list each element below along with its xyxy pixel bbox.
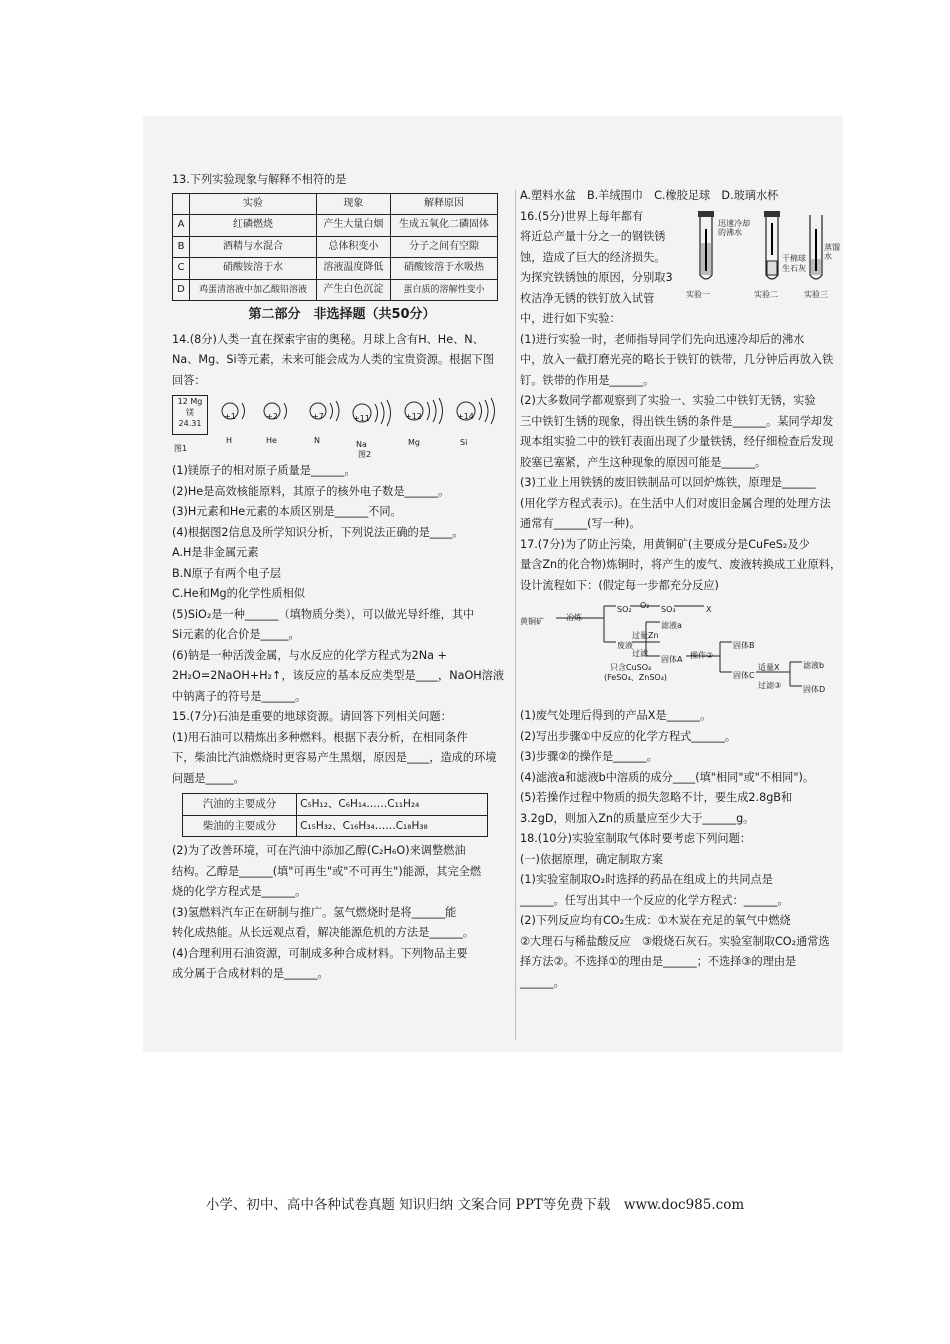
- q13-header-cell: 解释原因: [390, 193, 497, 215]
- q16-line: 现本组实验二中的铁钉表面出现了少量铁锈，经仔细检查后发现: [520, 435, 834, 448]
- q16-line: (1)进行实验一时，老师指导同学们先向迅速冷却后的沸水: [520, 332, 805, 346]
- q15-line: (1)用石油可以精炼出多种燃料。根据下表分析，在相同条件: [172, 730, 468, 744]
- q17-line: (4)滤液a和滤液b中溶质的成分____(填"相同"或"不相同")。: [520, 770, 815, 784]
- table-row: [183, 794, 488, 816]
- q14-line: (6)钠是一种活泼金属，与水反应的化学方程式为2Na +: [172, 648, 447, 662]
- table-row: [173, 279, 498, 301]
- table-cell: 汽油的主要成分: [183, 794, 297, 816]
- flow-note: (FeSO₄、ZnSO₄): [604, 673, 668, 682]
- q14-line: A.H是非金属元素: [172, 546, 259, 559]
- q16-line: 将近总产量十分之一的钢铁锈: [520, 230, 666, 243]
- experiment-label: 实验三: [804, 289, 828, 299]
- q15-line: 结构。乙醇是______(填"可再生"或"不可再生")能源，其完全燃: [172, 864, 482, 878]
- figure-2-label: 图2: [358, 450, 372, 459]
- q17-line: (2)写出步骤①中反应的化学方程式______。: [520, 729, 737, 743]
- q13-table: [172, 193, 498, 302]
- table-row: [173, 215, 498, 237]
- flow-ore: 黄铜矿: [520, 617, 544, 626]
- q14-line: (3)H元素和He元素的本质区别是______不同。: [172, 505, 402, 518]
- process-flowchart: [520, 596, 842, 706]
- table-cell: 生成五氧化二磷固体: [390, 215, 497, 237]
- flow-node: X: [706, 605, 712, 614]
- q16-line: (3)工业上用铁锈的废旧铁制品可以回炉炼铁，原理是______: [520, 476, 816, 489]
- flow-step: 过滤: [632, 649, 648, 658]
- element-cell-line: 12 Mg: [177, 397, 203, 406]
- q18-line: 18.(10分)实验室制取气体时要考虑下列问题：: [520, 832, 751, 845]
- q13-header-cell: 现象: [316, 193, 390, 215]
- table-cell: 溶液温度降低: [316, 258, 390, 280]
- flow-reagent: O₂: [640, 601, 650, 610]
- table-cell: 酒精与水混合: [190, 236, 317, 258]
- q16-line: 中，进行如下实验：: [520, 312, 621, 325]
- q18-line: (1)实验室制取O₂时选择的药品在组成上的共同点是: [520, 873, 773, 886]
- q16-block: [520, 207, 842, 330]
- q14-intro: 14.(8分)人类一直在探索宇宙的奥秘。月球上含有H、He、N、: [172, 332, 484, 346]
- flow-reagent: 过量Zn: [632, 631, 659, 640]
- table-row: [173, 258, 498, 280]
- table-cell: B: [173, 236, 190, 258]
- atom-label: Na: [356, 440, 367, 449]
- tube-label: 干棉球: [782, 253, 806, 263]
- q14-line: (4)根据图2信息及所学知识分析，下列说法正确的是____。: [172, 525, 464, 539]
- nucleus-label: +2: [266, 412, 278, 421]
- q16-line: 枚洁净无锈的铁钉放入试管: [520, 291, 655, 305]
- q17-line: 17.(7分)为了防止污染，用黄铜矿(主要成分是CuFeS₂及少: [520, 537, 810, 551]
- table-cell: 蛋白质的溶解性变小: [390, 279, 497, 301]
- q17-line: (1)废气处理后得到的产品X是______。: [520, 709, 712, 722]
- atom-label: He: [266, 436, 277, 445]
- q15-line: 问题是_____。: [172, 771, 245, 785]
- flow-node: SO₂: [617, 605, 632, 614]
- nucleus-label: +14: [457, 412, 474, 421]
- flow-step: 操作②: [690, 651, 714, 660]
- q18-line: ______。任写出其中一个反应的化学方程式：______。: [520, 893, 789, 907]
- atom-label: Mg: [408, 438, 420, 447]
- q13-stem: 13.下列实验现象与解释不相符的是: [172, 173, 347, 186]
- table-cell: 产生大量白烟: [316, 215, 390, 237]
- q13-header-row: [173, 193, 498, 215]
- q17-line: 设计流程如下：(假定每一步都充分反应): [520, 578, 719, 592]
- q18-line: (一)依据原理，确定制取方案: [520, 852, 663, 866]
- q17-line: 3.2gD，则加入Zn的质量应至少大于______g。: [520, 811, 755, 825]
- q14-line: (2)He是高效核能原料，其原子的核外电子数是______。: [172, 484, 450, 498]
- figure-1-label: 图1: [174, 444, 188, 453]
- q16-line: 蚀，造成了巨大的经济损失。: [520, 250, 666, 264]
- tube-label: 生石灰: [782, 263, 806, 273]
- q14-line: (5)SiO₂是一种______（填物质分类），可以做光导纤维，其中: [172, 607, 475, 621]
- table-cell: 产生白色沉淀: [316, 279, 390, 301]
- q14-intro: 回答：: [172, 373, 206, 387]
- nucleus-label: +11: [353, 414, 370, 423]
- q14-line: B.N原子有两个电子层: [172, 566, 282, 580]
- flow-node: 固体B: [733, 641, 755, 650]
- element-cell-mg: [172, 395, 208, 435]
- q17-line: (5)若操作过程中物质的损失忽略不计，要生成2.8gB和: [520, 791, 793, 804]
- flow-step: 冶炼: [566, 613, 582, 622]
- atom-label: N: [314, 436, 320, 445]
- q18-line: ②大理石与稀盐酸反应 ③煅烧石灰石。实验室制取CO₂通常选: [520, 934, 830, 948]
- q15-line: (4)合理利用石油资源，可制成多种合成材料。下列物品主要: [172, 946, 468, 960]
- q14-line: (1)镁原子的相对原子质量是______。: [172, 464, 356, 477]
- flow-step: 过滤③: [758, 681, 782, 690]
- q18-line: 择方法②。不选择①的理由是______；不选择③的理由是: [520, 955, 797, 968]
- nucleus-label: +1: [224, 412, 236, 421]
- flow-node: 滤液a: [661, 621, 682, 630]
- q16-line: 胶塞已塞紧，产生这种现象的原因可能是______。: [520, 455, 767, 469]
- table-cell: C₅H₁₂、C₆H₁₄……C₁₁H₂₄: [297, 794, 488, 816]
- left-column: [172, 170, 512, 985]
- q16-line: 中，放入一截打磨光亮的略长于铁钉的铁带，几分钟后再放入铁: [520, 353, 834, 366]
- footer-text: 小学、初中、高中各种试卷真题 知识归纳 文案合同 PPT等免费下载 www.doc985.com: [205, 1197, 745, 1213]
- element-cell-line: 24.31: [178, 419, 202, 428]
- table-cell: 硝酸铵溶于水吸热: [390, 258, 497, 280]
- table-cell: C₁₅H₃₂、C₁₆H₃₄……C₁₈H₃₈: [297, 815, 488, 837]
- q15-line: 成分属于合成材料的是______。: [172, 967, 329, 980]
- flow-node: SO₃: [661, 605, 676, 614]
- table-cell: 硝酸铵溶于水: [190, 258, 317, 280]
- column-divider: [515, 190, 516, 1040]
- table-cell: 鸡蛋清溶液中加乙酸铅溶液: [190, 279, 317, 301]
- flow-node: 固体C: [733, 671, 755, 680]
- q17-line: (3)步骤②的操作是______。: [520, 750, 658, 763]
- q15-options: A.塑料水盆 B.羊绒围巾 C.橡胶足球 D.玻璃水杯: [520, 189, 779, 202]
- q17-line: 量含Zn的化合物)炼铜时，将产生的废气、废液转换成工业原料，: [520, 558, 842, 571]
- q14-line: Si元素的化合价是_____。: [172, 628, 300, 641]
- q16-line: (用化学方程式表示)。在生活中人们对废旧金属合理的处理方法: [520, 496, 831, 510]
- test-tube-figure: [682, 209, 842, 299]
- table-row: [183, 815, 488, 837]
- table-cell: D: [173, 279, 190, 301]
- q15-line: (3)氢燃料汽车正在研制与推广。氢气燃烧时是将______能: [172, 905, 457, 919]
- q15-line: 下，柴油比汽油燃烧时更容易产生黑烟，原因是____，造成的环境: [172, 751, 497, 764]
- table-cell: 柴油的主要成分: [183, 815, 297, 837]
- q14-line: C.He和Mg的化学性质相似: [172, 587, 305, 600]
- flow-node: 废液: [617, 641, 633, 650]
- flow-node: 固体D: [803, 685, 826, 694]
- table-cell: 分子之间有空隙: [390, 236, 497, 258]
- q13-header-cell: [173, 193, 190, 215]
- q14-line: 中钠离子的符号是______。: [172, 689, 307, 703]
- table-cell: 红磷燃烧: [190, 215, 317, 237]
- atom-label: H: [226, 436, 233, 445]
- atom-label: Si: [460, 438, 468, 447]
- q13-header-cell: 实验: [190, 193, 317, 215]
- flow-node: 滤液b: [803, 661, 825, 670]
- flow-node: 固体A: [661, 655, 683, 664]
- table-cell: 总体积变小: [316, 236, 390, 258]
- q14-intro: Na、Mg、Si等元素，未来可能会成为人类的宝贵资源。根据下图: [172, 353, 494, 366]
- right-column: [520, 186, 842, 993]
- q14-line: 2H₂O=2NaOH+H₂↑，该反应的基本反应类型是____，NaOH溶液: [172, 669, 505, 682]
- q18-line: ______。: [520, 975, 565, 989]
- q16-line: 通常有______(写一种)。: [520, 517, 641, 530]
- q16-line: 16.(5分)世界上每年都有: [520, 209, 644, 223]
- q16-line: 为探究铁锈蚀的原因，分别取3: [520, 271, 673, 284]
- table-cell: A: [173, 215, 190, 237]
- fuel-table: [182, 793, 488, 837]
- tube-label: 蒸馏水: [824, 242, 840, 261]
- q15-line: 转化成热能。从长远观点看，解决能源危机的方法是______。: [172, 926, 475, 939]
- part2-title: 第二部分 非选择题（共50分）: [248, 307, 436, 322]
- table-row: [173, 236, 498, 258]
- table-cell: C: [173, 258, 190, 280]
- element-cell-line: 镁: [186, 408, 194, 417]
- q15-line: 烧的化学方程式是______。: [172, 885, 307, 898]
- q15-line: (2)为了改善环境，可在汽油中添加乙醇(C₂H₆O)来调整燃油: [172, 844, 466, 857]
- q16-line: 钉。铁带的作用是______。: [520, 373, 655, 387]
- experiment-label: 实验一: [686, 289, 710, 299]
- tube-label: 迅速冷却的沸水: [718, 218, 750, 237]
- experiment-label: 实验二: [754, 289, 778, 299]
- flow-note: 只含CuSO₄: [610, 663, 652, 672]
- q18-line: (2)下列反应均有CO₂生成：①木炭在充足的氧气中燃烧: [520, 914, 791, 927]
- nucleus-label: +12: [405, 412, 422, 421]
- q16-line: 三中铁钉生锈的现象，得出铁生锈的条件是______。某同学却发: [520, 414, 834, 428]
- flow-reagent: 适量X: [758, 663, 780, 672]
- nucleus-label: +7: [312, 412, 324, 421]
- atom-structure-figure: [172, 393, 512, 457]
- q16-line: (2)大多数同学都观察到了实验一、实验二中铁钉无锈，实验: [520, 394, 816, 407]
- q15-line: 15.(7分)石油是重要的地球资源。请回答下列相关问题：: [172, 710, 452, 723]
